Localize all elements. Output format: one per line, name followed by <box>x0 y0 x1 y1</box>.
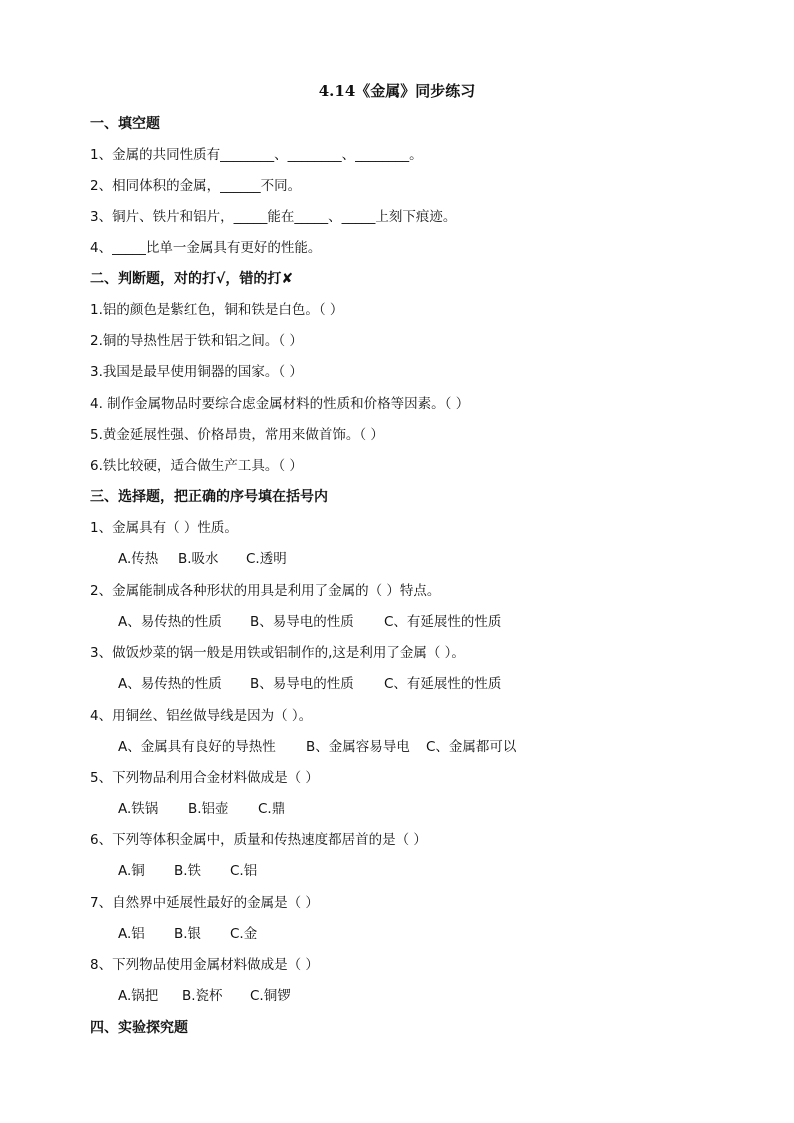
option-c: C.透明 <box>246 551 287 567</box>
option-a: A、易传热的性质 <box>118 676 222 692</box>
page-title: 4.14《金属》同步练习 <box>318 82 476 100</box>
option-a: A.传热 <box>118 551 159 567</box>
choice-options <box>118 612 501 632</box>
choice-options <box>118 799 285 819</box>
option-b: B、易导电的性质 <box>250 614 354 630</box>
judge-question: 5.黄金延展性强、价格昂贵，常用来做首饰。（ ） <box>90 427 384 443</box>
section-heading-choice: 三、选择题，把正确的序号填在括号内 <box>90 489 328 505</box>
option-c: C.铜锣 <box>250 988 291 1004</box>
choice-question: 3、做饭炒菜的锅一般是用铁或铝制作的,这是利用了金属（ ）。 <box>90 645 465 661</box>
section-heading-fill: 一、填空题 <box>90 116 160 132</box>
option-b: B、金属容易导电 <box>306 739 410 755</box>
section-heading-experiment: 四、实验探究题 <box>90 1020 188 1036</box>
choice-options <box>118 861 257 881</box>
option-b: B.瓷杯 <box>182 988 223 1004</box>
choice-question: 6、下列等体积金属中，质量和传热速度都居首的是（ ） <box>90 832 427 848</box>
option-c: C.金 <box>230 926 258 942</box>
option-a: A.铁锅 <box>118 801 159 817</box>
option-b: B.铁 <box>174 863 202 879</box>
judge-question: 1.铝的颜色是紫红色，铜和铁是白色。（ ） <box>90 302 344 318</box>
choice-options <box>118 924 257 944</box>
choice-question: 1、金属具有（ ）性质。 <box>90 520 238 536</box>
choice-options <box>118 549 287 569</box>
choice-question: 2、金属能制成各种形状的用具是利用了金属的（ ）特点。 <box>90 583 441 599</box>
option-c: C.鼎 <box>258 801 286 817</box>
option-a: A.铜 <box>118 863 145 879</box>
choice-options <box>118 986 291 1006</box>
option-c: C、有延展性的性质 <box>384 676 502 692</box>
option-c: C.铝 <box>230 863 258 879</box>
section-heading-judge: 二、判断题，对的打√，错的打✘ <box>90 271 294 287</box>
option-b: B.银 <box>174 926 202 942</box>
option-b: B.吸水 <box>178 551 219 567</box>
choice-question: 8、下列物品使用金属材料做成是（ ） <box>90 957 319 973</box>
choice-question: 7、自然界中延展性最好的金属是（ ） <box>90 895 319 911</box>
choice-question: 4、用铜丝、铝丝做导线是因为（ ）。 <box>90 708 313 724</box>
option-c: C、有延展性的性质 <box>384 614 502 630</box>
judge-question: 3.我国是最早使用铜器的国家。（ ） <box>90 364 303 380</box>
choice-question: 5、下列物品利用合金材料做成是（ ） <box>90 770 319 786</box>
option-b: B.铝壶 <box>188 801 229 817</box>
judge-question: 4. 制作金属物品时要综合虑金属材料的性质和价格等因素。（ ） <box>90 396 470 412</box>
choice-options <box>118 737 516 757</box>
choice-options <box>118 674 501 694</box>
option-a: A.锅把 <box>118 988 159 1004</box>
option-a: A、金属具有良好的导热性 <box>118 739 276 755</box>
option-a: A.铝 <box>118 926 145 942</box>
fill-question: 4、_____比单一金属具有更好的性能。 <box>90 240 322 256</box>
option-c: C、金属都可以 <box>426 739 517 755</box>
fill-question: 1、金属的共同性质有________、________、________。 <box>90 147 423 163</box>
judge-question: 2.铜的导热性居于铁和铝之间。（ ） <box>90 333 303 349</box>
fill-question: 2、相同体积的金属，______不同。 <box>90 178 302 194</box>
fill-question: 3、铜片、铁片和铝片，_____能在_____、_____上刻下痕迹。 <box>90 209 457 225</box>
option-b: B、易导电的性质 <box>250 676 354 692</box>
judge-question: 6.铁比较硬，适合做生产工具。（ ） <box>90 458 303 474</box>
option-a: A、易传热的性质 <box>118 614 222 630</box>
